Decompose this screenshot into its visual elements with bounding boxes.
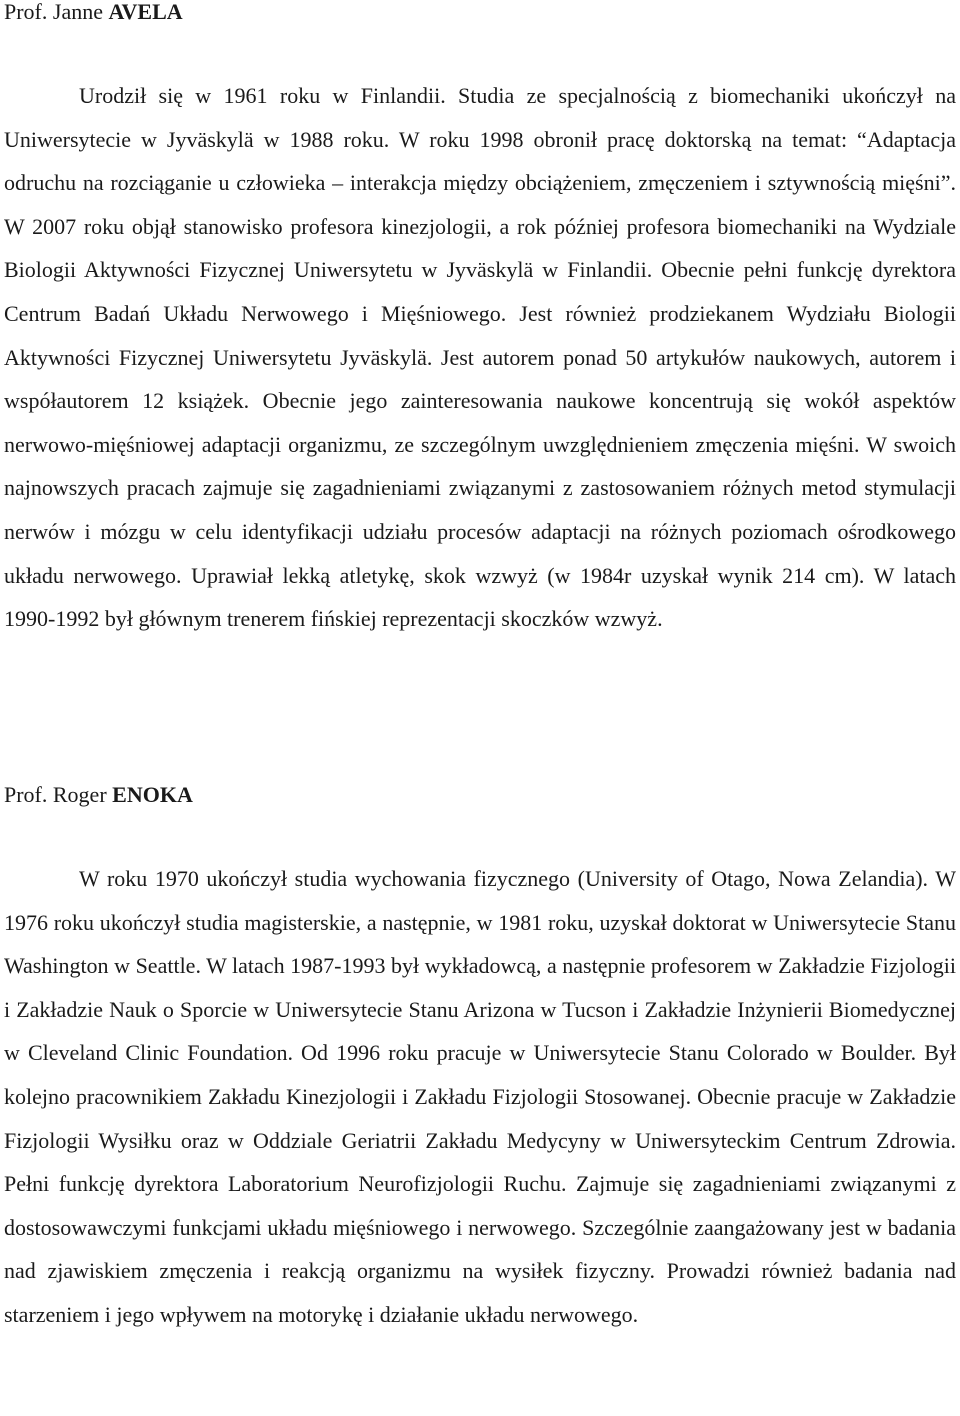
profile-bio-avela: Urodził się w 1961 roku w Finlandii. Studia ze specjalnością z biomechaniki ukończył na Uniwersytecie w Jyväskylä w 1988 roku. W roku 1998 obronił pracę doktorską na temat: “Adaptacja odruchu na rozciąganie u człowieka – interakcja między obciążeniem, zmęczeniem i sztywnością mięśni”. W 2007 roku objął stanowisko profesora kinezjologii, a rok później profesora biomechaniki na Wydziale Biologii Aktywności Fizycznej Uniwersytetu w Jyväskylä w Finlandii. Obecnie pełni funkcję dyrektora Centrum Badań Układu Nerwowego i Mięśniowego. Jest również prodziekanem Wydziału Biologii Aktywności Fizycznej Uniwersytetu Jyväskylä. Jest autorem ponad 50 artykułów naukowych, autorem i współautorem 12 książek. Obecnie jego zainteresowania naukowe koncentrują się wokół aspektów nerwowo-mięśniowej adaptacji organizmu, ze szczególnym uwzględnieniem zmęczenia mięśni. W swoich najnowszych pracach zajmuje się zagadnieniami związanymi z zastosowaniem różnych metod stymulacji nerwów i mózgu w celu identyfikacji udziału procesów adaptacji na różnych poziomach ośrodkowego układu nerwowego. Uprawiał lekką atletykę, skok wzwyż (w 1984r uzyskał wynik 214 cm). W latach 1990-1992 był głównym trenerem fińskiej reprezentacji skoczków wzwyż. — [4, 83, 956, 632]
profile-bio-enoka: W roku 1970 ukończył studia wychowania fizycznego (University of Otago, Nowa Zelandia). W 1976 roku ukończył studia magisterskie, a następnie, w 1981 roku, uzyskał doktorat w Uniwersytecie Stanu Washington w Seattle. W latach 1987-1993 był wykładowcą, a następnie profesorem w Zakładzie Fizjologii i Zakładzie Nauk o Sporcie w Uniwersytecie Stanu Arizona w Tucson i Zakładzie Inżynierii Biomedycznej w Cleveland Clinic Foundation. Od 1996 roku pracuje w Uniwersytecie Stanu Colorado w Boulder. Był kolejno pracownikiem Zakładu Kinezjologii i Zakładu Fizjologii Stosowanej. Obecnie pracuje w Zakładzie Fizjologii Wysiłku oraz w Oddziale Geriatrii Zakładu Medycyny w Uniwersyteckim Centrum Zdrowia. Pełni funkcję dyrektora Laboratorium Neurofizjologii Ruchu. Zajmuje się zagadnieniami związanymi z dostosowawczymi funkcjami układu mięśniowego i nerwowego. Szczególnie zaangażowany jest w badania nad zjawiskiem zmęczenia i reakcją organizmu na wysiłek fizyczny. Prowadzi również badania nad starzeniem i jego wpływem na motorykę i działanie układu nerwowego. — [4, 866, 956, 1327]
profile-surname: ENOKA — [112, 782, 193, 807]
profile-heading-avela — [4, 0, 183, 24]
profile-surname: AVELA — [108, 0, 183, 24]
profile-title: Prof. Roger — [4, 782, 107, 807]
profile-title: Prof. Janne — [4, 0, 103, 24]
profile-heading-enoka — [4, 783, 193, 807]
